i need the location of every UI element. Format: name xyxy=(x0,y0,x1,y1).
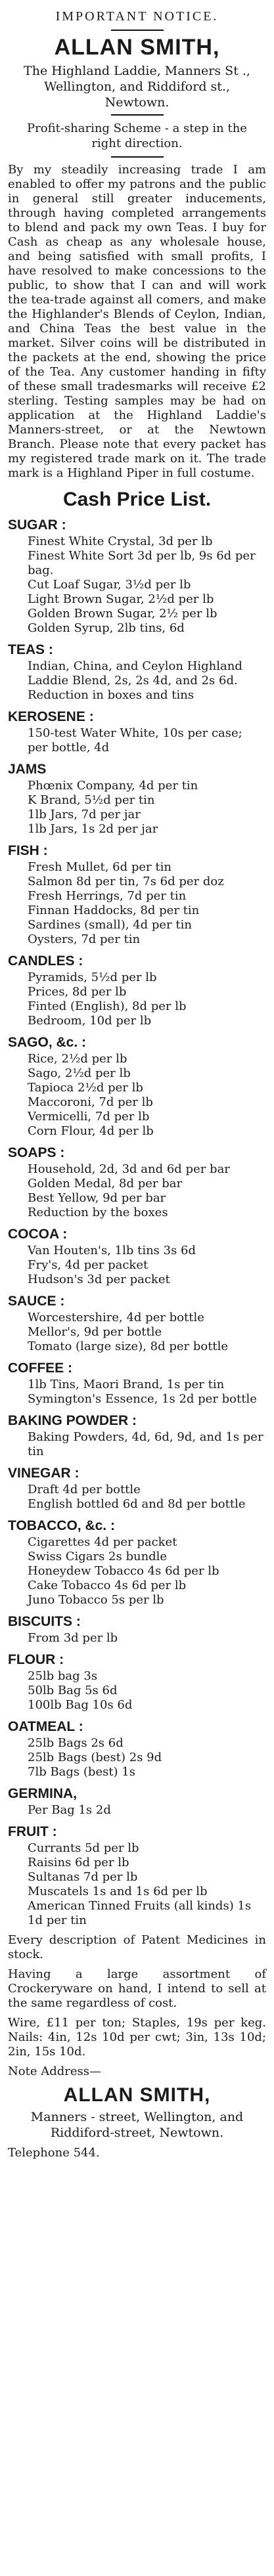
price-item: Oysters, 7d per tin xyxy=(28,932,141,946)
price-item: Van Houten's, 1lb tins 3s 6d xyxy=(28,1244,196,1257)
price-list-title: Cash Price List. xyxy=(62,489,212,510)
price-item: Sultanas 7d per lb xyxy=(28,1870,138,1884)
price-item: English bottled 6d and 8d per bottle xyxy=(28,1497,246,1511)
price-item: Reduction by the boxes xyxy=(28,1206,168,1219)
section-heading: KEROSENE : xyxy=(8,709,94,724)
price-item: From 3d per lb xyxy=(28,1631,118,1645)
price-item: 1lb Jars, 1s 2d per jar xyxy=(28,822,158,836)
price-item: Hudson's 3d per packet xyxy=(28,1273,170,1286)
price-item: Prices, 8d per lb xyxy=(28,985,127,999)
price-sections xyxy=(8,517,266,1928)
price-item: Pyramids, 5½d per lb xyxy=(28,971,157,984)
price-item: Baking Powders, 4d, 6d, 9d, and 1s per tin xyxy=(28,1430,263,1458)
price-item: Sago, 2½d per lb xyxy=(28,1066,131,1080)
section-heading: CANDLES : xyxy=(8,953,83,969)
rule xyxy=(111,30,164,31)
price-item: Corn Flour, 4d per lb xyxy=(28,1124,154,1138)
price-item: 25lb bag 3s xyxy=(28,1669,98,1683)
price-item: 25lb Bags (best) 2s 9d xyxy=(28,1751,162,1764)
price-item: Household, 2d, 3d and 6d per bar xyxy=(28,1162,230,1176)
note-name: ALLAN SMITH, xyxy=(63,2084,211,2106)
note-address: Manners - street, Wellington, and Riddiford-street, Newtown. xyxy=(30,2110,244,2140)
section-heading: TEAS : xyxy=(8,642,53,657)
price-item: 7lb Bags (best) 1s xyxy=(28,1765,135,1779)
price-item: Indian, China, and Ceylon Highland Laddie Blend, 2s, 2s 4d, and 2s 6d. Reduction in boxes and tins xyxy=(28,659,242,702)
section-heading: FISH : xyxy=(8,843,48,858)
price-item: Fresh Herrings, 7d per tin xyxy=(28,889,187,903)
price-item: Sardines (small), 4d per tin xyxy=(28,918,192,932)
price-item: Bedroom, 10d per lb xyxy=(28,1014,152,1028)
section-heading: BISCUITS : xyxy=(8,1614,81,1629)
price-item: Light Brown Sugar, 2½d per lb xyxy=(28,592,214,606)
subhead: Profit-sharing Scheme - a step in the right direction. xyxy=(27,121,247,150)
section-heading: VINEGAR : xyxy=(8,1466,80,1481)
price-item: 150-test Water White, 10s per case; per bottle, 4d xyxy=(28,726,242,754)
price-item: Fresh Mullet, 6d per tin xyxy=(28,860,171,874)
section-heading: SOAPS : xyxy=(8,1145,65,1160)
price-item: Golden Brown Sugar, 2½ per lb xyxy=(28,607,217,621)
price-item: Juno Tobacco 5s per lb xyxy=(28,1593,164,1607)
price-item: Salmon 8d per tin, 7s 6d per doz xyxy=(28,875,224,888)
section-heading: SUGAR : xyxy=(8,517,66,533)
price-item: Symington's Essence, 1s 2d per bottle xyxy=(28,1392,257,1406)
section-heading: JAMS xyxy=(8,762,47,777)
price-item: Swiss Cigars 2s bundle xyxy=(28,1550,168,1563)
rule xyxy=(111,156,164,158)
price-item: Raisins 6d per lb xyxy=(28,1856,129,1869)
section-heading: GERMINA, xyxy=(8,1786,77,1801)
price-item: American Tinned Fruits (all kinds) 1s 1d per tin xyxy=(28,1899,252,1927)
note-title: Note Address— xyxy=(8,2064,101,2078)
price-item: Vermicelli, 7d per lb xyxy=(28,1110,150,1124)
price-item: Cigarettes 4d per packet xyxy=(28,1535,177,1549)
section-heading: OATMEAL : xyxy=(8,1719,83,1734)
price-item: Finest White Sort 3d per lb, 9s 6d per bag. xyxy=(28,549,256,577)
price-item: Cake Tobacco 4s 6d per lb xyxy=(28,1579,187,1592)
price-item: 25lb Bags 2s 6d xyxy=(28,1736,124,1750)
price-item: 1lb Jars, 7d per jar xyxy=(28,808,141,821)
intro-text: By my steadily increasing trade I am enabled to offer my patrons and the public in general still greater inducements, through having completed arrangements to blend and pack my own Teas. I buy for Cash as cheap as any wholesale house, and being satisfied with small profits, I have resolved to make concessions to the public, to show that I can and will work the tea-trade against all comers, and make the Highlander's Blends of Ceylon, Indian, and China Teas the best value in the market. Silver coins will be distributed in the packets at the end, showing the price of the Tea. Any customer handing in fifty of these small tradesmarks will receive £2 sterling. Testing samples may be had on application at the Highland Laddie's Manners-street, or at the Newtown Branch. Please note that every packet has my registered trade mark on it. The trade mark is a Highland Piper in full costume. xyxy=(8,163,266,480)
price-item: Best Yellow, 9d per bar xyxy=(28,1191,166,1205)
price-item: Maccoroni, 7d per lb xyxy=(28,1095,153,1109)
price-item: Honeydew Tobacco 4s 6d per lb xyxy=(28,1564,219,1578)
price-item: 1lb Tins, Maori Brand, 1s per tin xyxy=(28,1378,225,1391)
price-item: Rice, 2½d per lb xyxy=(28,1052,127,1066)
section-heading: SAUCE : xyxy=(8,1294,65,1309)
section-heading: FLOUR : xyxy=(8,1652,64,1667)
price-item: 50lb Bag 5s 6d xyxy=(28,1684,118,1697)
section-heading: SAGO, &c. : xyxy=(8,1035,87,1050)
price-item: Muscatels 1s and 1s 6d per lb xyxy=(28,1885,208,1898)
rule xyxy=(111,114,164,116)
price-item: K Brand, 5½d per tin xyxy=(28,793,155,807)
price-item: Currants 5d per lb xyxy=(28,1841,139,1855)
footer-text-3: Wire, £11 per ton; Staples, 19s per keg. Nails: 4in, 12s 10d per cwt; 3in, 13s 10d; 2in, 15s 10d. xyxy=(8,2016,266,2059)
price-item: Finnan Haddocks, 8d per tin xyxy=(28,904,200,917)
telephone: Telephone 544. xyxy=(8,2146,100,2160)
price-item: Cut Loaf Sugar, 3½d per lb xyxy=(28,578,191,592)
address: The Highland Laddie, Manners St ., Wellington, and Riddiford st., Newtown. xyxy=(24,64,250,110)
price-item: Tapioca 2½d per lb xyxy=(28,1081,143,1095)
section-heading: BAKING POWDER : xyxy=(8,1413,137,1428)
section-heading: TOBACCO, &c. : xyxy=(8,1518,115,1533)
price-item: Golden Syrup, 2lb tins, 6d xyxy=(28,621,185,635)
price-item: Phœnix Company, 4d per tin xyxy=(28,779,198,793)
footer-text-1: Every description of Patent Medicines in stock. xyxy=(8,1933,266,1961)
price-item: Golden Medal, 8d per bar xyxy=(28,1177,183,1190)
section-heading: FRUIT : xyxy=(8,1824,57,1839)
section-heading: COFFEE : xyxy=(8,1361,72,1376)
price-item: Per Bag 1s 2d xyxy=(28,1803,111,1817)
price-item: Finted (English), 8d per lb xyxy=(28,999,187,1013)
price-item: Mellor's, 9d per bottle xyxy=(28,1325,162,1339)
headline: IMPORTANT NOTICE. xyxy=(55,9,219,24)
price-item: Worcestershire, 4d per bottle xyxy=(28,1311,204,1324)
price-item: Draft 4d per bottle xyxy=(28,1483,141,1496)
footer-text-2: Having a large assortment of Crockeryware on hand, I intend to sell at the same regardless of cost. xyxy=(8,1967,266,2010)
price-item: 100lb Bag 10s 6d xyxy=(28,1698,133,1712)
shop-name: ALLAN SMITH, xyxy=(54,35,220,60)
section-heading: COCOA : xyxy=(8,1227,68,1242)
price-item: Fry's, 4d per packet xyxy=(28,1258,148,1272)
price-item: Tomato (large size), 8d per bottle xyxy=(28,1340,229,1353)
price-item: Finest White Crystal, 3d per lb xyxy=(28,535,213,548)
